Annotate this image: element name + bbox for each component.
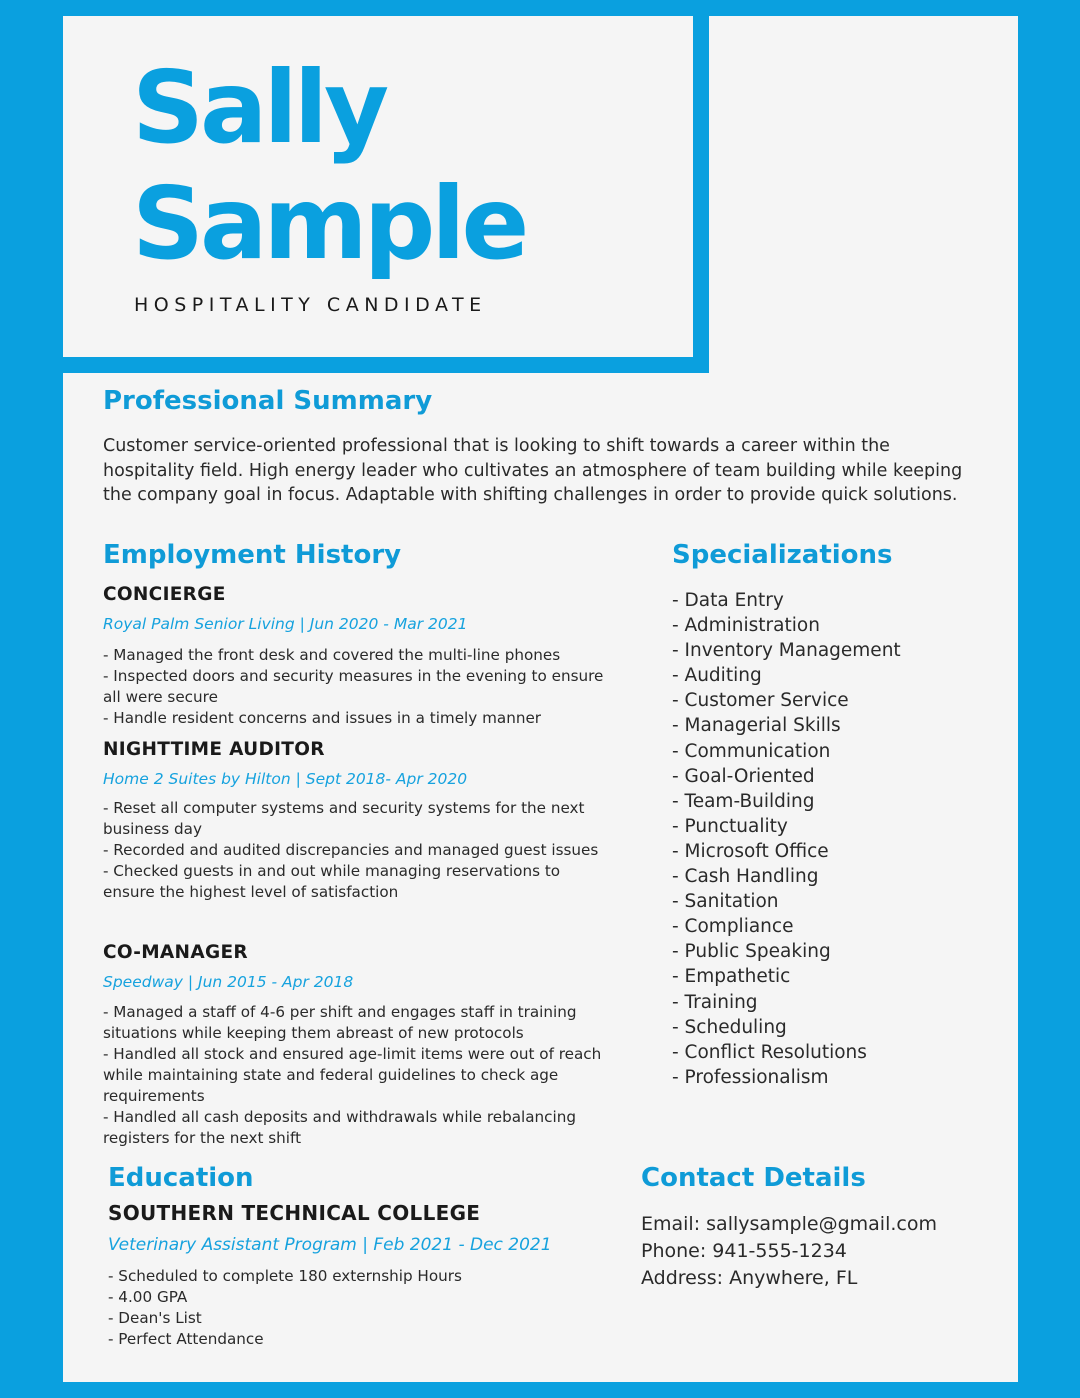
list-item: - Microsoft Office xyxy=(672,840,829,862)
list-item: - Handled all stock and ensured age-limit items were out of reach while maintaining state and federal guidelines to check age requirements xyxy=(103,1045,602,1105)
contact-phone: Phone: 941-555-1234 xyxy=(641,1240,847,1262)
contact-email: Email: sallysample@gmail.com xyxy=(641,1213,937,1235)
list-item: - Training xyxy=(672,991,758,1013)
specializations-list xyxy=(672,588,901,1090)
list-item: - Goal-Oriented xyxy=(672,765,815,787)
contact-details xyxy=(641,1211,937,1292)
list-item: - Handle resident concerns and issues in a timely manner xyxy=(103,709,542,727)
list-item: - Perfect Attendance xyxy=(108,1330,264,1348)
list-item: - Inventory Management xyxy=(672,640,901,662)
job-title: NIGHTTIME AUDITOR xyxy=(103,739,325,760)
education-heading: Education xyxy=(108,1163,254,1193)
job-bullets xyxy=(103,798,613,903)
job-meta: Home 2 Suites by Hilton | Sept 2018- Apr 2020 xyxy=(103,770,468,788)
job-bullets xyxy=(103,1002,613,1149)
list-item: - Reset all computer systems and security systems for the next business day xyxy=(103,799,585,838)
list-item: - Handled all cash deposits and withdrawals while rebalancing registers for the next shift xyxy=(103,1108,577,1147)
list-item: - 4.00 GPA xyxy=(108,1288,188,1306)
list-item: - Empathetic xyxy=(672,966,791,988)
list-item: - Customer Service xyxy=(672,690,849,712)
summary-text: Customer service-oriented professional that is looking to shift towards a career within the hospitality field. High energy leader who cultivates an atmosphere of team building while keeping the company goal in focus. Adaptable with shifting challenges in order to provide quick solutions. xyxy=(103,436,963,505)
list-item: - Data Entry xyxy=(672,590,784,611)
list-item: - Public Speaking xyxy=(672,941,831,963)
list-item: - Cash Handling xyxy=(672,866,819,888)
first-name: Sally xyxy=(132,49,386,166)
specializations-heading: Specializations xyxy=(672,540,893,570)
list-item: - Conflict Resolutions xyxy=(672,1041,867,1063)
list-item: - Checked guests in and out while managing reservations to ensure the highest level of satisfaction xyxy=(103,862,561,901)
list-item: - Inspected doors and security measures in the evening to ensure all were secure xyxy=(103,667,604,706)
contact-heading: Contact Details xyxy=(641,1163,866,1193)
job-title: CONCIERGE xyxy=(103,584,226,605)
summary-heading: Professional Summary xyxy=(103,386,433,416)
list-item: - Punctuality xyxy=(672,815,788,837)
list-item: - Managerial Skills xyxy=(672,715,841,737)
last-name: Sample xyxy=(132,165,526,282)
education-bullets xyxy=(108,1266,588,1350)
list-item: - Team-Building xyxy=(672,790,815,812)
job-bullets xyxy=(103,645,623,729)
job-meta: Royal Palm Senior Living | Jun 2020 - Mar 2021 xyxy=(103,615,468,633)
list-item: - Auditing xyxy=(672,665,762,687)
candidate-name xyxy=(132,50,525,282)
list-item: - Professionalism xyxy=(672,1066,829,1088)
list-item: - Administration xyxy=(672,615,820,637)
list-item: - Managed a staff of 4-6 per shift and engages staff in training situations while keeping them abreast of new protocols xyxy=(103,1003,577,1042)
list-item: - Scheduled to complete 180 externship Hours xyxy=(108,1267,462,1285)
contact-address: Address: Anywhere, FL xyxy=(641,1267,858,1289)
tagline: HOSPITALITY CANDIDATE xyxy=(134,294,487,316)
school-name: SOUTHERN TECHNICAL COLLEGE xyxy=(108,1201,481,1225)
job-title: CO-MANAGER xyxy=(103,942,248,963)
job-meta: Speedway | Jun 2015 - Apr 2018 xyxy=(103,973,354,991)
list-item: - Scheduling xyxy=(672,1016,787,1038)
list-item: - Sanitation xyxy=(672,891,779,913)
program-meta: Veterinary Assistant Program | Feb 2021 - Dec 2021 xyxy=(108,1235,552,1255)
list-item: - Managed the front desk and covered the multi-line phones xyxy=(103,646,561,664)
employment-heading: Employment History xyxy=(103,540,402,570)
list-item: - Compliance xyxy=(672,916,794,938)
list-item: - Communication xyxy=(672,740,831,762)
list-item: - Recorded and audited discrepancies and managed guest issues xyxy=(103,841,599,859)
list-item: - Dean's List xyxy=(108,1309,202,1327)
